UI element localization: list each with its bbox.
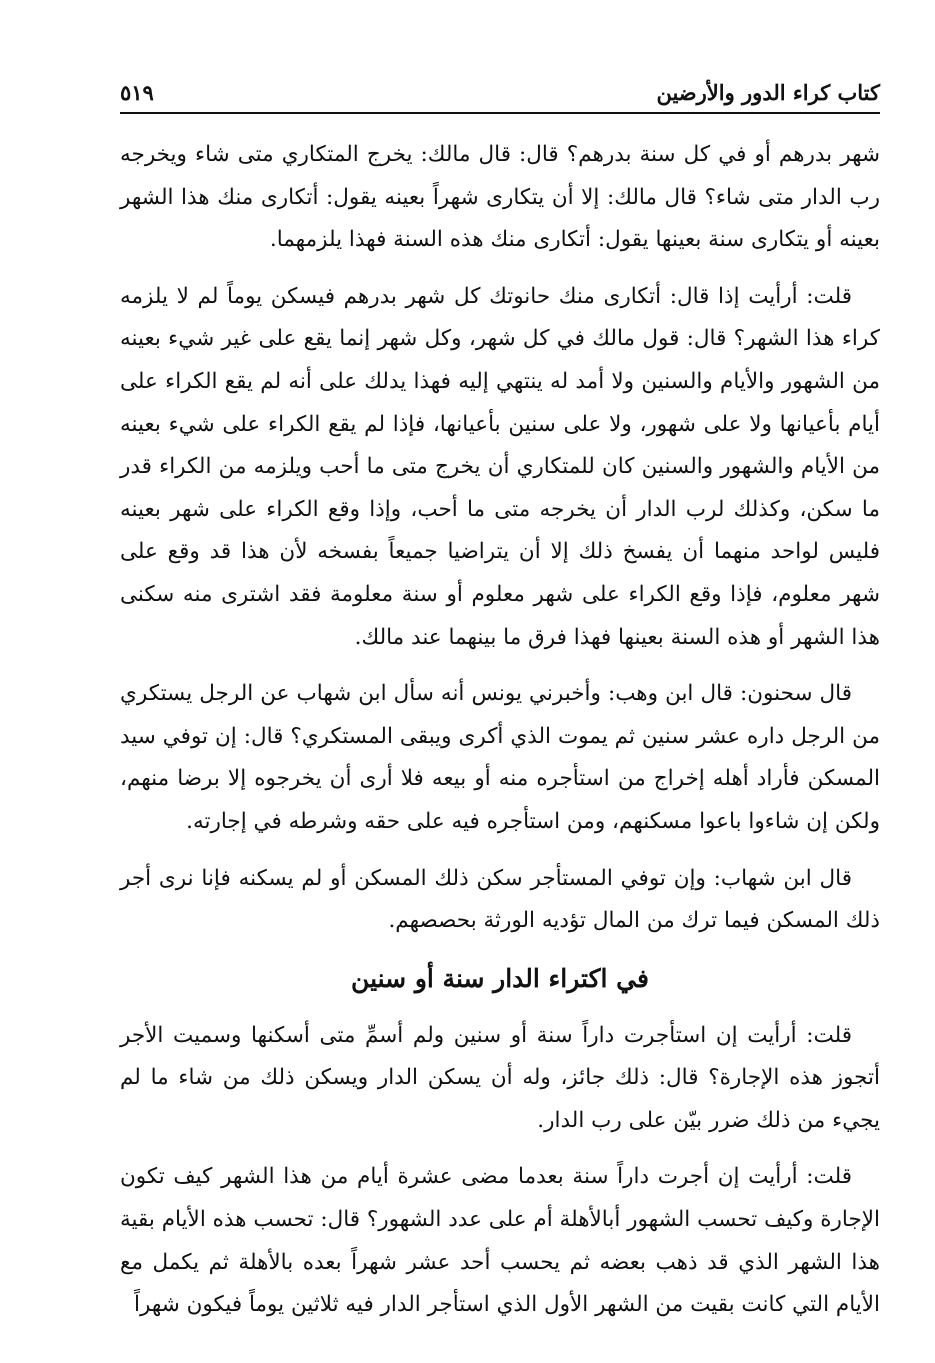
paragraph: قلت: أرأيت إن استأجرت داراً سنة أو سنين ولم أسمِّ متى أسكنها وسميت الأجر أتجوز هذه الإجارة؟ قال: ذلك جائز، وله أن يسكن الدار ويسكن ذلك من شاء ما لم يجيء من ذلك ضرر بيّن على رب الدار. bbox=[120, 1022, 880, 1133]
paragraph: شهر بدرهم أو في كل سنة بدرهم؟ قال: قال مالك: يخرج المتكاري متى شاء ويخرجه رب الدار متى شاء؟ قال مالك: إلا أن يتكارى شهراً بعينه يقول: أتكارى منك هذا الشهر بعينه أو يتكارى سنة بعينها يقول: أتكارى منك هذه السنة فهذا يلزمهما. bbox=[120, 142, 880, 253]
body-text bbox=[120, 134, 880, 1327]
paragraph: قال سحنون: قال ابن وهب: وأخبرني يونس أنه سأل ابن شهاب عن الرجل يستكري من الرجل داره عشر سنين ثم يموت الذي أكرى ويبقى المستكري؟ قال: إن توفي سيد المسكن فأراد أهله إخراج من استأجره منه أو بيعه فلا أرى أن يخرجوه إلا برضا منهم، ولكن إن شاءوا باعوا مسكنهم، ومن استأجره فيه على حقه وشرطه في إجارته. bbox=[120, 681, 880, 834]
paragraph: قال ابن شهاب: وإن توفي المستأجر سكن ذلك المسكن أو لم يسكنه فإنا نرى أجر ذلك المسكن فيما ترك من المال تؤديه الورثة بحصصهم. bbox=[120, 865, 880, 934]
paragraph: قلت: أرأيت إن أجرت داراً سنة بعدما مضى عشرة أيام من هذا الشهر كيف تكون الإجارة وكيف تحسب الشهور أبالأهلة أم على عدد الشهور؟ قال: تحسب هذه الأيام بقية هذا الشهر الذي قد ذهب بعضه ثم يحسب أحد عشر شهراً بعده بالأهلة ثم يكمل مع الأيام التي كانت بقيت من الشهر الأول الذي استأجر الدار فيه ثلاثين يوماً فيكون شهراً bbox=[120, 1164, 880, 1318]
section-heading: في اكتراء الدار سنة أو سنين bbox=[351, 963, 649, 993]
running-header bbox=[120, 70, 880, 114]
paragraph: قلت: أرأيت إذا قال: أتكارى منك حانوتك كل شهر بدرهم فيسكن يوماً لم لا يلزمه كراء هذا الشهر؟ قال: قول مالك في كل شهر، وكل شهر إنما يقع على غير شيء بعينه من الشهور والأيام والسنين ولا أمد له ينتهي إليه فهذا يدلك على أنه لم يقع الكراء على أيام بأعيانها ولا على شهور، ولا على سنين بأعيانها، فإذا لم يقع الكراء على شيء بعينه من الأيام والشهور والسنين كان للمتكاري أن يخرج متى ما أحب ويلزمه من الكراء قدر ما سكن، وكذلك لرب الدار أن يخرجه متى ما أحب، وإذا وقع الكراء على شهر بعينه فليس لواحد منهما أن يفسخ ذلك إلا أن يتراضيا جميعاً بفسخه لأن هذا قد وقع على شهر معلوم، فإذا وقع الكراء على شهر معلوم أو سنة معلومة فقد اشترى منه سكنى هذا الشهر أو هذه السنة بعينها فهذا فرق ما بينهما عند مالك. bbox=[120, 283, 880, 650]
running-title: كتاب كراء الدور والأرضين bbox=[656, 80, 880, 105]
book-page bbox=[120, 70, 880, 1340]
page-number: ٥١٩ bbox=[120, 80, 154, 105]
